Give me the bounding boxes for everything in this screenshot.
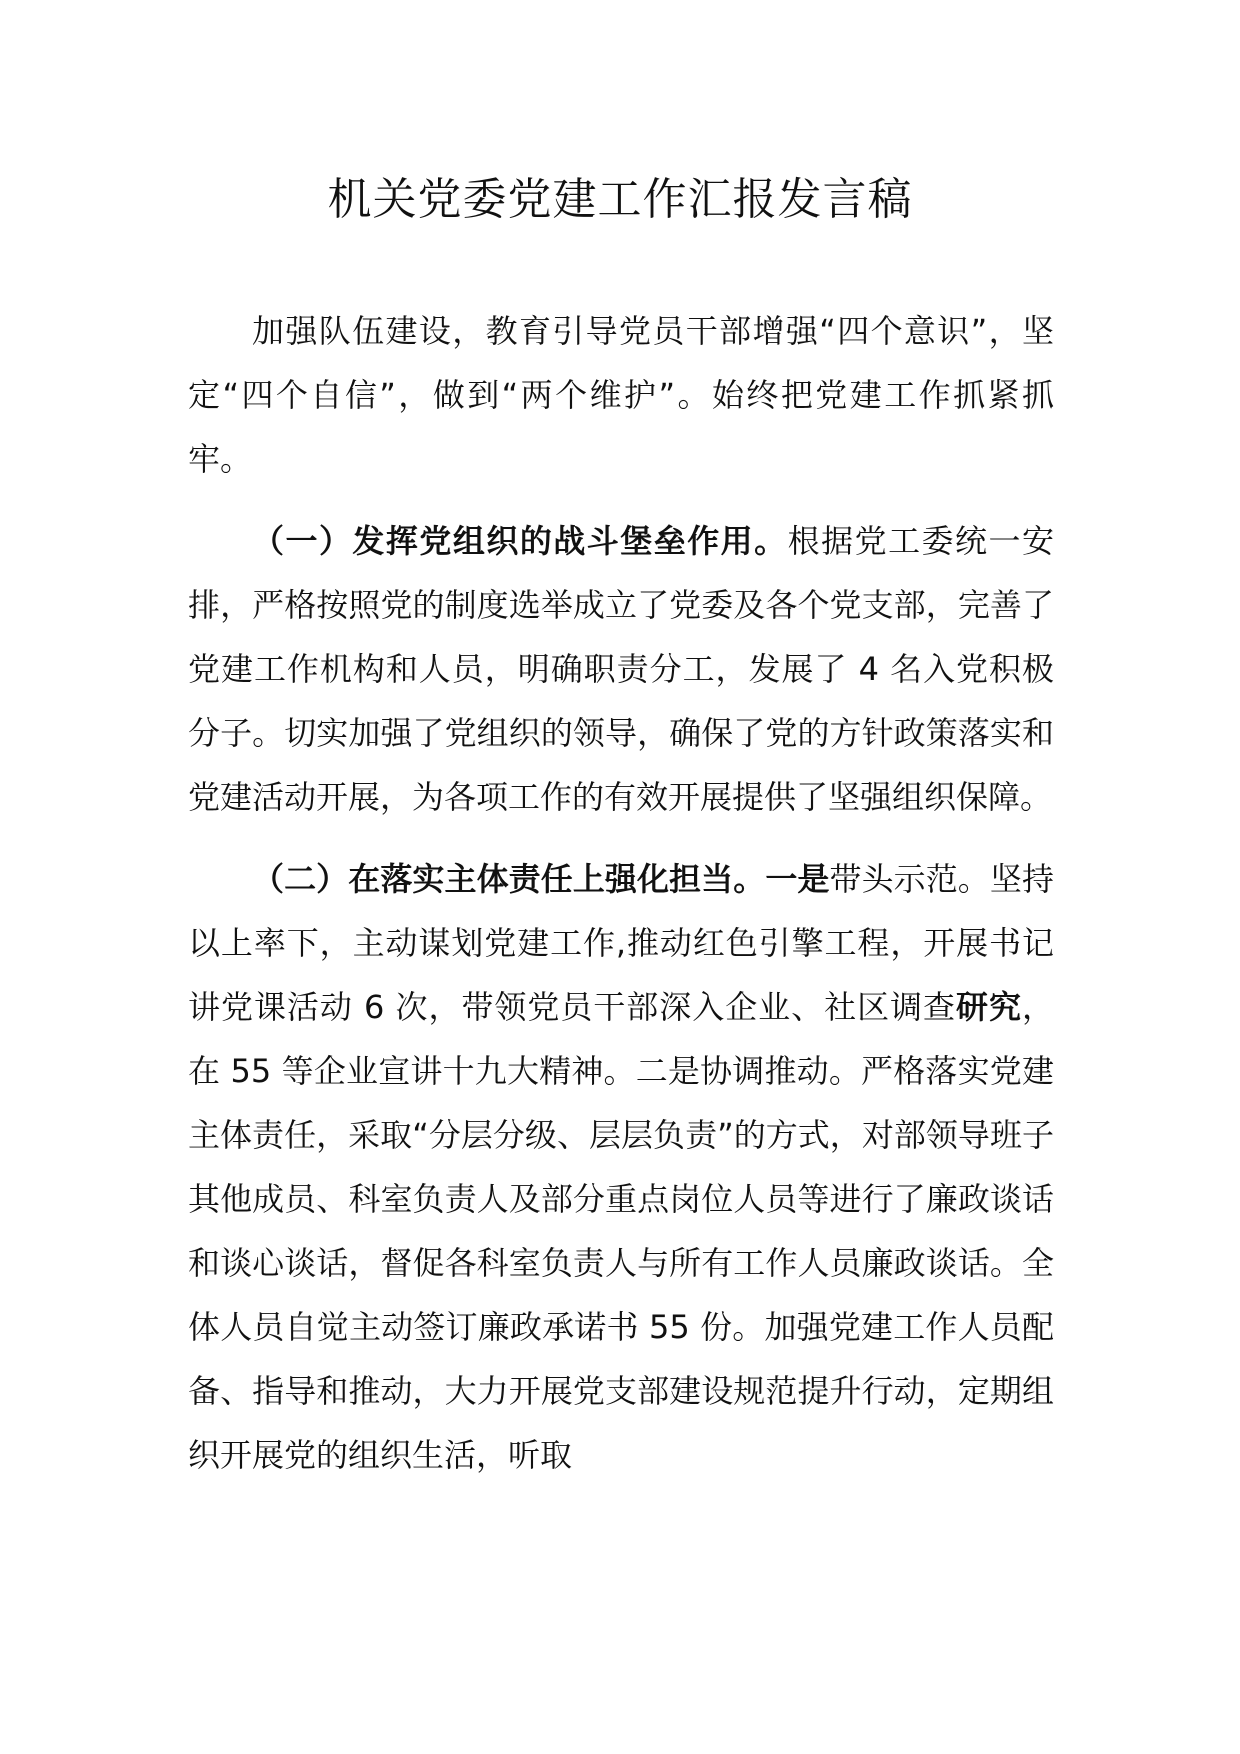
section-heading: （一）发挥党组织的战斗堡垒作用。 xyxy=(252,522,788,560)
paragraph-section-1 xyxy=(188,509,1054,829)
document-body xyxy=(188,299,1054,1505)
paragraph-text: 带头示范。坚持以上率下，主动谋划党建工作,推动红色引擎工程，开展书记讲党课活动 6 次，带领党员干部深入企业、社区调查 xyxy=(188,860,1054,1026)
paragraph-intro xyxy=(188,299,1054,491)
paragraph-section-2 xyxy=(188,847,1054,1487)
paragraph-text: 加强队伍建设，教育引导党员干部增强“四个意识”，坚定“四个自信”，做到“两个维护”。始终把党建工作抓紧抓牢。 xyxy=(188,312,1054,478)
lead-phrase: 一是 xyxy=(765,860,830,898)
inline-bold-word: 研究 xyxy=(956,988,1022,1026)
paragraph-text: 根据党工委统一安排，严格按照党的制度选举成立了党委及各个党支部，完善了党建工作机构和人员，明确职责分工，发展了 4 名入党积极分子。切实加强了党组织的领导，确保了党的方针政策落实和党建活动开展，为各项工作的有效开展提供了坚强组织保障。 xyxy=(188,522,1054,816)
paragraph-text-continued: ，在 55 等企业宣讲十九大精神。二是协调推动。严格落实党建主体责任，采取“分层分级、层层负责”的方式，对部领导班子其他成员、科室负责人及部分重点岗位人员等进行了廉政谈话和谈心谈话，督促各科室负责人与所有工作人员廉政谈话。全体人员自觉主动签订廉政承诺书 55 份。加强党建工作人员配备、指导和推动，大力开展党支部建设规范提升行动，定期组织开展党的组织生活，听取 xyxy=(188,988,1054,1474)
section-heading: （二）在落实主体责任上强化担当。 xyxy=(252,860,766,898)
page-title: 机关党委党建工作汇报发言稿 xyxy=(327,174,913,225)
